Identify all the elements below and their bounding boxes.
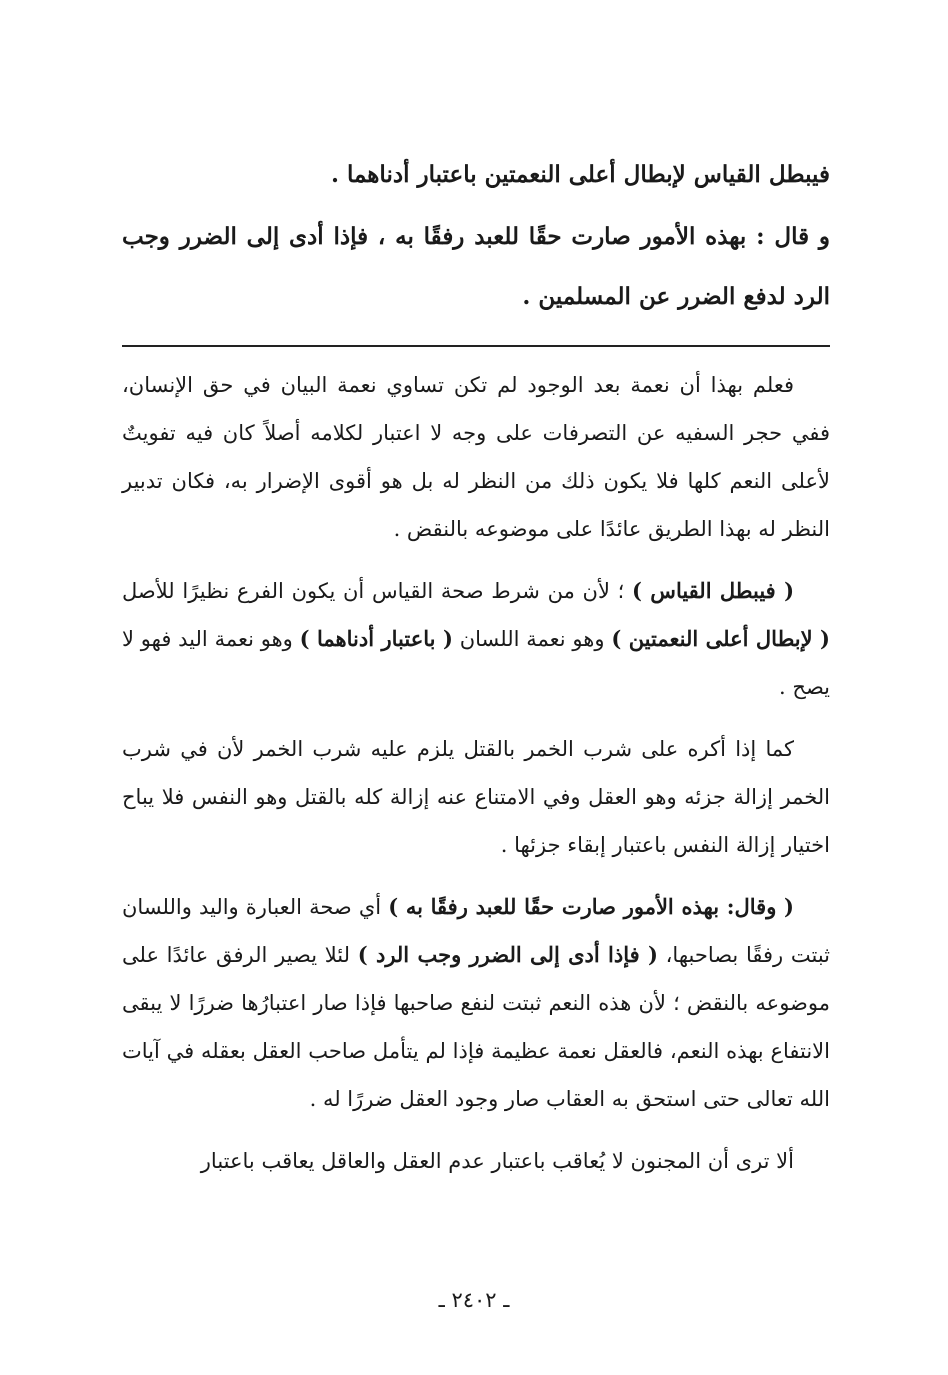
matn-line-2: و قال : بهذه الأمور صارت حقًا للعبد رفقًا به ، فإذا أدى إلى الضرر وجب الرد لدفع الضرر عن المسلمين .: [122, 223, 830, 310]
commentary-text: وهو نعمة اليد فهو لا يصح .: [122, 627, 830, 699]
quoted-text: ( باعتبار أدناهما ): [299, 626, 453, 651]
page-number: ـ ٢٤٠٢ ـ: [438, 1288, 510, 1312]
commentary-paragraph-4: [122, 883, 830, 1123]
separator-rule: [122, 345, 830, 347]
commentary-paragraph-3: كما إذا أكره على شرب الخمر بالقتل يلزم عليه شرب الخمر لأن في شرب الخمر إزالة جزئه وهو العقل وفي الامتناع عنه إزالة كله بالقتل وهو النفس فلا يباح اختيار إزالة النفس باعتبار إبقاء جزئها .: [122, 737, 830, 857]
commentary-text: ؛ لأن من شرط صحة القياس أن يكون الفرع نظيرًا للأصل: [122, 579, 633, 603]
commentary-paragraph-2: [122, 567, 830, 711]
commentary-text: أي صحة العبارة واليد واللسان ثبتت رفقًا بصاحبها،: [122, 895, 830, 967]
quoted-text: ( لإبطال أعلى النعمتين ): [611, 626, 830, 651]
matn-line-1: فيبطل القياس لإبطال أعلى النعمتين باعتبار أدناهما .: [330, 161, 830, 188]
commentary-text: وهو نعمة اللسان: [452, 627, 612, 651]
commentary-text: لئلا يصير الرفق عائدًا على موضوعه بالنقض ؛ لأن هذه النعم ثبتت لنفع صاحبها فإذا صار اعتبارُها ضررًا لا يبقى الانتفاع بهذه النعم، فالعقل نعمة عظيمة فإذا لم يتأمل صاحب العقل بعقله في آيات الله تعالى حتى استحق به العقاب صار وجود العقل ضررًا له .: [122, 943, 830, 1111]
commentary-paragraph-5: ألا ترى أن المجنون لا يُعاقب باعتبار عدم العقل والعاقل يعاقب باعتبار: [200, 1149, 794, 1173]
quoted-text: ( فإذا أدى إلى الضرر وجب الرد ): [357, 942, 658, 967]
page-body: [122, 145, 830, 1199]
quoted-text: ( وقال: بهذه الأمور صارت حقًا للعبد رفقًا به ): [388, 894, 794, 919]
commentary-paragraph-1: فعلم بهذا أن نعمة بعد الوجود لم تكن تساوي نعمة البيان في حق الإنسان، ففي حجر السفيه عن التصرفات على وجه لا اعتبار لكلامه أصلاً كان فيه تفويتٌ لأعلى النعم كلها فلا يكون ذلك من النظر له بل هو أقوى الإضرار به، فكان تدبير النظر له بهذا الطريق عائدًا على موضوعه بالنقض .: [122, 373, 830, 541]
quoted-text: ( فيبطل القياس ): [632, 578, 795, 603]
